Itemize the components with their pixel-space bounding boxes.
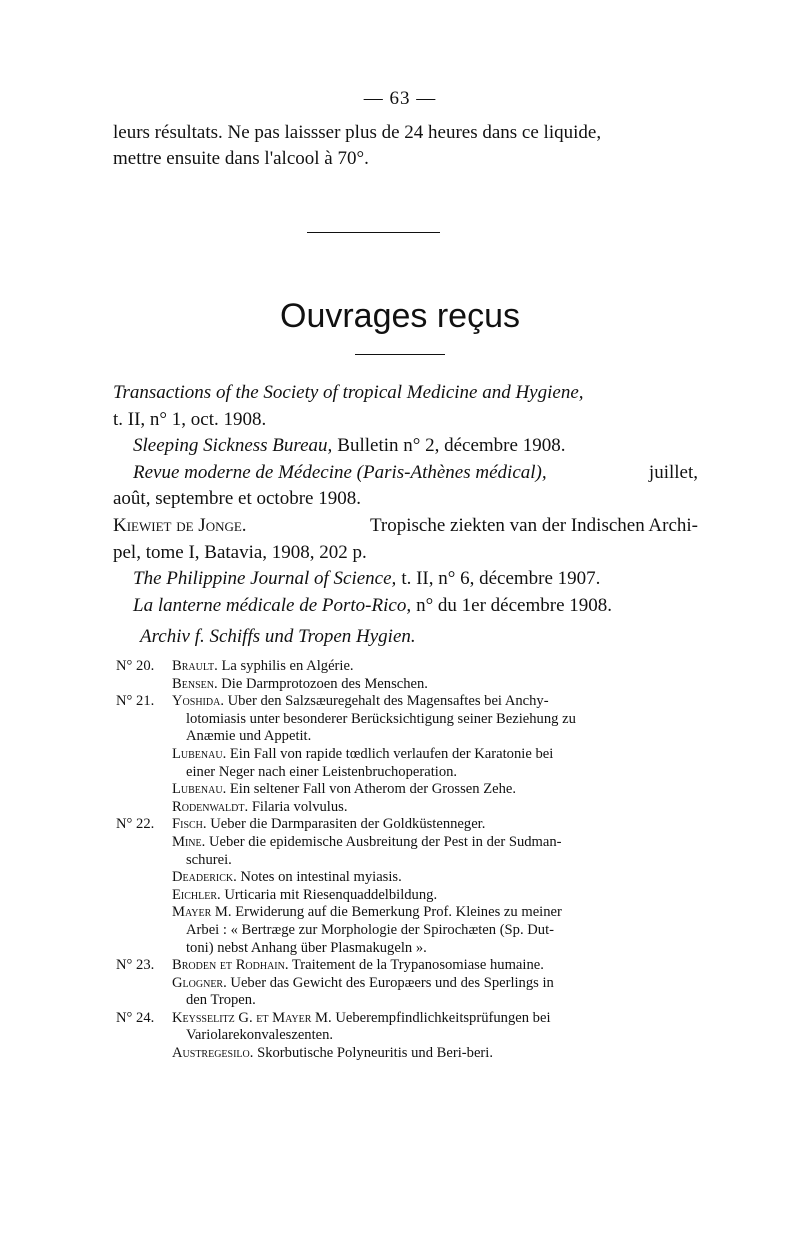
title-underline bbox=[355, 354, 445, 355]
journal-title: Sleeping Sickness Bureau, bbox=[133, 435, 333, 457]
article-title: Ueberempfindlichkeitsprüfungen bei bbox=[335, 1009, 551, 1026]
article-line bbox=[172, 816, 686, 834]
issue-number: N° 24. bbox=[116, 1009, 155, 1026]
article-title: Ein seltener Fall von Atherom der Grossen Zehe. bbox=[229, 781, 517, 798]
article-line bbox=[172, 746, 686, 764]
journal-details: Bulletin n° 2, décembre 1908. bbox=[337, 435, 566, 457]
page-number: — 63 — bbox=[363, 88, 437, 109]
separator-rule bbox=[307, 232, 440, 233]
article-author: Brault. bbox=[172, 658, 218, 674]
article-title: Urticaria mit Riesenquaddelbildung. bbox=[224, 886, 438, 903]
journal-details: juillet, bbox=[648, 461, 698, 483]
article-title: lotomiasis unter besonderer Berücksichtigung seiner Beziehung zu bbox=[186, 710, 576, 727]
article-title: Anæmie und Appetit. bbox=[186, 728, 312, 745]
article-entry bbox=[172, 693, 686, 746]
article-title: Ueber das Gewicht des Europæers und des Sperlings in bbox=[230, 974, 554, 991]
article-entry bbox=[172, 781, 686, 799]
issue-group bbox=[116, 1010, 686, 1063]
issue-number: N° 20. bbox=[116, 658, 155, 674]
archiv-contents bbox=[116, 658, 686, 1063]
article-line bbox=[172, 764, 686, 782]
article-line bbox=[172, 1045, 686, 1063]
article-title: Skorbutische Polyneuritis und Beri-beri. bbox=[257, 1045, 493, 1062]
received-line bbox=[113, 566, 698, 593]
article-author: Mine. bbox=[172, 833, 206, 850]
intro-line: leurs résultats. Ne pas laissser plus de 24 heures dans ce liquide, bbox=[113, 122, 602, 143]
article-title: Filaria volvulus. bbox=[251, 798, 348, 815]
article-author: Eichler. bbox=[172, 886, 221, 903]
article-line bbox=[172, 992, 686, 1010]
article-author: Deaderick. bbox=[172, 869, 237, 886]
article-title: Die Darmprotozoen des Menschen. bbox=[221, 675, 428, 692]
issue-number: N° 21. bbox=[116, 693, 155, 710]
article-author: Fisch. bbox=[172, 816, 207, 833]
article-title: einer Neger nach einer Leistenbruchoperation. bbox=[186, 763, 458, 780]
article-title: Notes on intestinal myiasis. bbox=[240, 869, 402, 886]
received-line bbox=[113, 513, 698, 540]
article-line bbox=[172, 940, 686, 958]
section-title: Ouvrages reçus bbox=[280, 297, 520, 335]
article-author: Mayer M. bbox=[172, 904, 232, 921]
article-author: Bensen. bbox=[172, 675, 218, 692]
article-title: Erwiderung auf die Bemerkung Prof. Kleines zu meiner bbox=[235, 904, 562, 921]
article-line bbox=[172, 904, 686, 922]
article-title: Ein Fall von rapide tœdlich verlaufen der Karatonie bei bbox=[229, 745, 554, 762]
journal-details: t. II, n° 1, oct. 1908. bbox=[113, 408, 267, 430]
book-title: Tropische ziekten van der Indischen Archi- bbox=[369, 514, 698, 536]
article-line bbox=[172, 1027, 686, 1045]
article-entry bbox=[172, 975, 686, 1010]
article-line bbox=[172, 799, 686, 817]
journal-details: août, septembre et octobre 1908. bbox=[113, 488, 361, 510]
article-line bbox=[172, 922, 686, 940]
journal-title: La lanterne médicale de Porto-Rico, bbox=[133, 594, 412, 616]
article-entry bbox=[172, 887, 686, 905]
article-line bbox=[172, 676, 686, 694]
article-title: den Tropen. bbox=[186, 992, 256, 1009]
article-entry bbox=[172, 904, 686, 957]
article-author: Yoshida. bbox=[172, 693, 224, 710]
article-line bbox=[172, 887, 686, 905]
article-line bbox=[172, 728, 686, 746]
article-author: Austregesilo. bbox=[172, 1045, 254, 1062]
received-line bbox=[113, 433, 698, 460]
received-line bbox=[113, 486, 698, 513]
article-line bbox=[172, 781, 686, 799]
article-line bbox=[172, 1010, 686, 1028]
intro-paragraph bbox=[113, 120, 693, 172]
article-entry bbox=[172, 658, 686, 676]
article-line bbox=[172, 693, 686, 711]
article-line bbox=[172, 711, 686, 729]
article-title: Ueber die epidemische Ausbreitung der Pest in der Sudman- bbox=[208, 833, 562, 850]
issue-group bbox=[116, 816, 686, 957]
article-line bbox=[172, 957, 686, 975]
article-line bbox=[172, 852, 686, 870]
article-title: Uber den Salzsæuregehalt des Magensaftes bei Anchy- bbox=[227, 693, 549, 710]
article-author: Rodenwaldt. bbox=[172, 798, 249, 815]
article-entry bbox=[172, 816, 686, 834]
issue-number: N° 22. bbox=[116, 816, 155, 833]
article-title: Variolarekonvaleszenten. bbox=[186, 1027, 334, 1044]
article-entry bbox=[172, 1045, 686, 1063]
article-entry bbox=[172, 834, 686, 869]
article-entry bbox=[172, 869, 686, 887]
article-entry bbox=[172, 799, 686, 817]
journal-title: Revue moderne de Médecine (Paris-Athènes médical), bbox=[133, 461, 547, 483]
issue-number: N° 23. bbox=[116, 957, 155, 974]
archiv-title: Archiv f. Schiffs und Tropen Hygien. bbox=[140, 626, 416, 647]
article-author: Lubenau. bbox=[172, 745, 227, 762]
article-line bbox=[172, 975, 686, 993]
book-details: pel, tome I, Batavia, 1908, 202 p. bbox=[113, 541, 367, 563]
article-author: Keysselitz G. et Mayer M. bbox=[172, 1009, 332, 1026]
received-line bbox=[113, 593, 698, 620]
received-line bbox=[113, 460, 698, 487]
issue-group bbox=[116, 658, 686, 693]
author-name: Kiewiet de Jonge. bbox=[113, 514, 247, 536]
received-line bbox=[113, 407, 698, 434]
journal-title: The Philippine Journal of Science, bbox=[133, 568, 397, 590]
article-author: Broden et Rodhain. bbox=[172, 957, 289, 974]
article-entry bbox=[172, 746, 686, 781]
issue-group bbox=[116, 957, 686, 1010]
article-entry bbox=[172, 957, 686, 975]
article-line bbox=[172, 658, 686, 676]
received-line bbox=[113, 540, 698, 567]
journal-details: t. II, n° 6, décembre 1907. bbox=[401, 568, 601, 590]
article-title: La syphilis en Algérie. bbox=[221, 658, 354, 674]
article-author: Lubenau. bbox=[172, 781, 227, 798]
received-works-list bbox=[113, 380, 698, 619]
intro-line: mettre ensuite dans l'alcool à 70°. bbox=[113, 148, 369, 169]
article-line bbox=[172, 869, 686, 887]
article-entry bbox=[172, 1010, 686, 1045]
article-title: toni) nebst Anhang über Plasmakugeln ». bbox=[186, 939, 427, 956]
journal-details: n° du 1er décembre 1908. bbox=[416, 594, 613, 616]
issue-group bbox=[116, 693, 686, 816]
received-line bbox=[113, 380, 698, 407]
article-author: Glogner. bbox=[172, 974, 227, 991]
journal-title: Transactions of the Society of tropical Medicine and Hygiene, bbox=[113, 382, 584, 403]
article-title: Ueber die Darmparasiten der Goldküstenneger. bbox=[210, 816, 486, 833]
article-title: Traitement de la Trypanosomiase humaine. bbox=[291, 957, 544, 974]
article-title: Arbei : « Bertræge zur Morphologie der Spirochæten (Sp. Dut- bbox=[186, 921, 555, 938]
article-line bbox=[172, 834, 686, 852]
article-title: schurei. bbox=[186, 851, 232, 868]
article-entry bbox=[172, 676, 686, 694]
